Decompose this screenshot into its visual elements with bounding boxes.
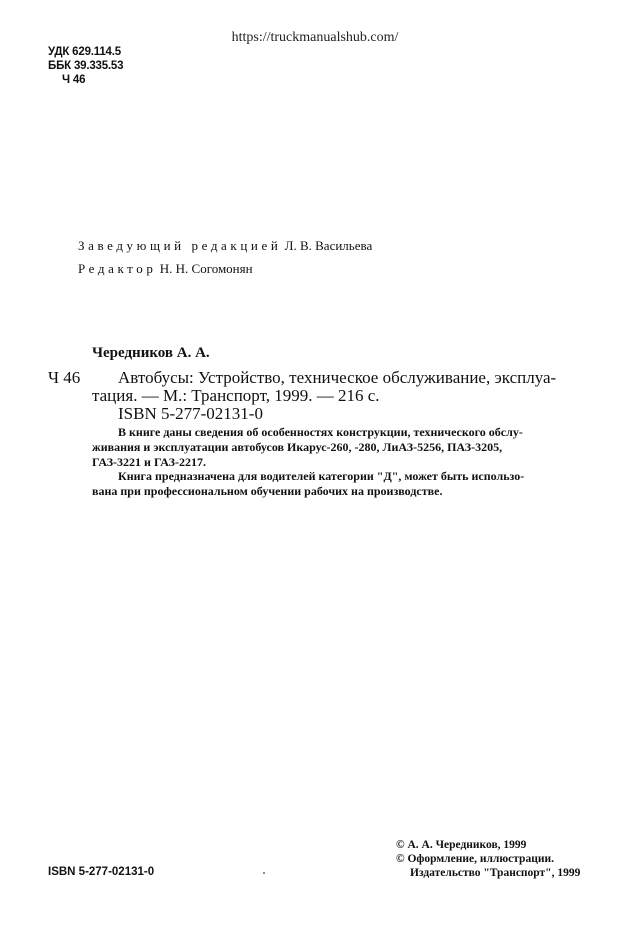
- editor-name: Н. Н. Согомонян: [159, 261, 253, 276]
- catalog-code: Ч 46: [48, 368, 81, 387]
- editor-role: Редактор: [78, 261, 157, 276]
- footer-isbn: ISBN 5-277-02131-0: [48, 866, 155, 878]
- bbk-code: ББК 39.335.53: [48, 60, 124, 72]
- copyright-author: © А. А. Чередников, 1999: [396, 839, 527, 851]
- chief-editor-name: Л. В. Васильева: [284, 238, 373, 253]
- chief-editor-line: [78, 238, 372, 254]
- author-sign: Ч 46: [62, 74, 86, 86]
- abstract-line-2: живания и эксплуатации автобусов Икарус-260, -280, ЛиАЗ-5256, ПАЗ-3205,: [92, 440, 503, 454]
- abstract-line-3: ГАЗ-3221 и ГАЗ-2217.: [92, 455, 206, 469]
- audience-line-2: вана при профессиональном обучении рабочих на производстве.: [92, 484, 443, 498]
- catalog-title-line-2: тация. — М.: Транспорт, 1999. — 216 с.: [92, 386, 380, 405]
- abstract-line-1: В книге даны сведения об особенностях конструкции, технического обслу-: [118, 425, 523, 439]
- scan-speck: [263, 872, 265, 874]
- chief-editor-role: Заведующий редакцией: [78, 238, 282, 253]
- editor-line: [78, 261, 253, 277]
- copyright-design: © Оформление, иллюстрации.: [396, 853, 554, 865]
- catalog-author: Чередников А. А.: [92, 345, 210, 361]
- catalog-title-line-1: Автобусы: Устройство, техническое обслуживание, эксплуа-: [118, 368, 557, 387]
- catalog-isbn: ISBN 5-277-02131-0: [118, 404, 263, 423]
- audience-line-1: Книга предназначена для водителей категории "Д", может быть использо-: [118, 469, 525, 483]
- copyright-publisher: Издательство "Транспорт", 1999: [410, 867, 581, 879]
- udk-code: УДК 629.114.5: [48, 46, 121, 58]
- header-url[interactable]: https://truckmanualshub.com/: [231, 30, 399, 45]
